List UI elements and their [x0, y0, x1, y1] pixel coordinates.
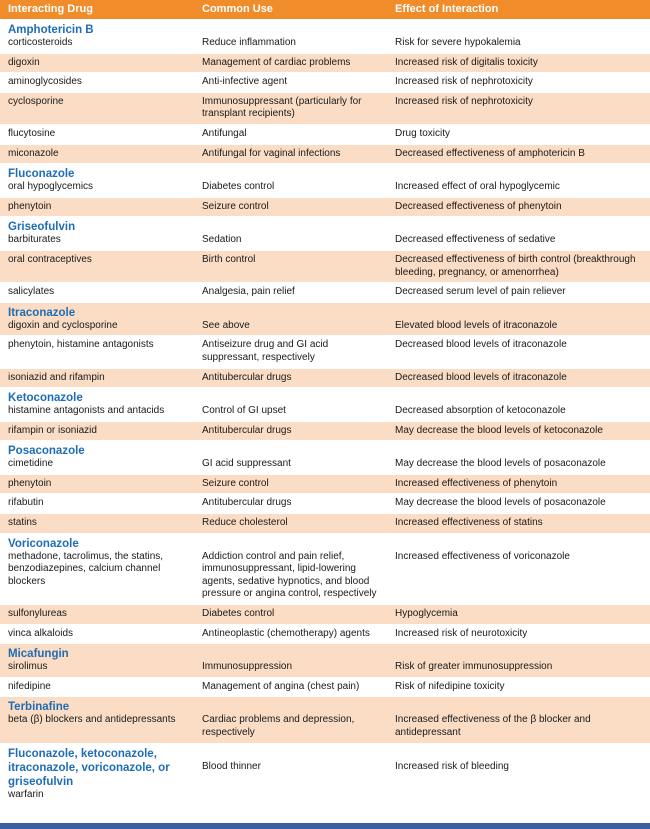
drug-group-heading: Terbinafine: [8, 701, 70, 714]
effect-cell: [387, 624, 650, 644]
cell-text: nifedipine: [8, 680, 51, 692]
table-row: [0, 53, 650, 73]
effect-cell: [387, 164, 650, 198]
interacting-drug-cell: [0, 20, 194, 54]
cell-text: rifabutin: [8, 497, 44, 509]
interacting-drug-cell: [0, 283, 194, 303]
cell-text: Antitubercular drugs: [202, 371, 292, 383]
effect-cell: [387, 302, 650, 336]
table-row: [0, 302, 650, 336]
cell-text: warfarin: [8, 788, 44, 800]
cell-text: Hypoglycemia: [395, 608, 458, 620]
cell-text: Increased effectiveness of statins: [395, 517, 543, 529]
effect-cell: [387, 283, 650, 303]
table-row: [0, 441, 650, 475]
common-use-cell: [194, 92, 387, 124]
cell-text: Risk for severe hypokalemia: [395, 37, 521, 48]
interacting-drug-cell: [0, 217, 194, 251]
effect-cell: [387, 388, 650, 422]
cell-text: Antineoplastic (chemotherapy) agents: [202, 627, 370, 639]
cell-text: cimetidine: [8, 458, 54, 470]
cell-text: phenytoin, histamine antagonists: [8, 339, 154, 351]
cell-text: Diabetes control: [202, 608, 275, 620]
effect-cell: [387, 605, 650, 625]
common-use-cell: [194, 336, 387, 368]
cell-text: Birth control: [202, 253, 256, 265]
cell-text: Control of GI upset: [202, 405, 286, 417]
cell-text: isoniazid and rifampin: [8, 371, 105, 383]
cell-text: phenytoin: [8, 200, 52, 212]
cell-text: salicylates: [8, 286, 55, 298]
cell-text: Addiction control and pain relief, immunosuppressant, lipid-lowering agents, sedative hypnotics, and blood pressure or angina control, respectively: [202, 550, 377, 600]
drug-group-heading: Fluconazole, ketoconazole, itraconazole, voriconazole, or griseofulvin: [8, 747, 170, 788]
interacting-drug-cell: [0, 368, 194, 388]
cell-text: Risk of greater immunosuppression: [395, 661, 553, 673]
interacting-drug-cell: [0, 144, 194, 164]
common-use-cell: [194, 250, 387, 282]
drug-group-heading: Micafungin: [8, 648, 69, 661]
effect-cell: [387, 494, 650, 514]
drug-group-heading: Ketoconazole: [8, 392, 83, 405]
table-row: [0, 336, 650, 368]
interacting-drug-cell: [0, 644, 194, 678]
cell-text: statins: [8, 517, 37, 529]
cell-text: May decrease the blood levels of posaconazole: [395, 497, 606, 509]
table-row: [0, 388, 650, 422]
effect-cell: [387, 514, 650, 534]
cell-text: Elevated blood levels of itraconazole: [395, 319, 558, 331]
table-row: [0, 494, 650, 514]
cell-text: Increased effect of oral hypoglycemic: [395, 181, 560, 193]
interacting-drug-cell: [0, 164, 194, 198]
cell-text: Antitubercular drugs: [202, 497, 292, 509]
cell-text: Analgesia, pain relief: [202, 286, 295, 298]
interacting-drug-cell: [0, 421, 194, 441]
interacting-drug-cell: [0, 514, 194, 534]
cell-text: Increased risk of nephrotoxicity: [395, 95, 533, 107]
effect-cell: [387, 336, 650, 368]
interacting-drug-cell: [0, 743, 194, 804]
table-row: [0, 92, 650, 124]
cell-text: Blood thinner: [202, 760, 261, 772]
header-effect: Effect of Interaction: [387, 0, 650, 20]
interacting-drug-cell: [0, 124, 194, 144]
interacting-drug-cell: [0, 605, 194, 625]
cell-text: Increased risk of nephrotoxicity: [395, 76, 533, 88]
effect-cell: [387, 144, 650, 164]
effect-cell: [387, 217, 650, 251]
drug-group-heading: Fluconazole: [8, 168, 75, 181]
cell-text: barbiturates: [8, 234, 61, 246]
effect-cell: [387, 743, 650, 804]
cell-text: Increased risk of neurotoxicity: [395, 627, 528, 639]
cell-text: Decreased effectiveness of sedative: [395, 234, 556, 246]
cell-text: Decreased effectiveness of birth control (breakthrough bleeding, pregnancy, or amenorrhea): [395, 253, 636, 278]
cell-text: Reduce inflammation: [202, 37, 296, 48]
cell-text: histamine antagonists and antacids: [8, 405, 165, 417]
cell-text: Decreased effectiveness of amphotericin B: [395, 147, 585, 159]
cell-text: Antitubercular drugs: [202, 424, 292, 436]
cell-text: Drug toxicity: [395, 127, 451, 139]
interacting-drug-cell: [0, 250, 194, 282]
interacting-drug-cell: [0, 92, 194, 124]
common-use-cell: [194, 677, 387, 697]
common-use-cell: [194, 605, 387, 625]
common-use-cell: [194, 217, 387, 251]
effect-cell: [387, 441, 650, 475]
common-use-cell: [194, 474, 387, 494]
cell-text: aminoglycosides: [8, 76, 82, 88]
cell-text: digoxin: [8, 56, 40, 68]
cell-text: sirolimus: [8, 661, 48, 673]
interacting-drug-cell: [0, 677, 194, 697]
table-row: [0, 624, 650, 644]
effect-cell: [387, 124, 650, 144]
common-use-cell: [194, 283, 387, 303]
cell-text: flucytosine: [8, 127, 56, 139]
interacting-drug-cell: [0, 697, 194, 743]
table-row: [0, 73, 650, 93]
cell-text: Anti-infective agent: [202, 76, 288, 88]
table-row: [0, 605, 650, 625]
table-row: [0, 474, 650, 494]
effect-cell: [387, 53, 650, 73]
effect-cell: [387, 92, 650, 124]
table-row: [0, 217, 650, 251]
cell-text: corticosteroids: [8, 37, 73, 48]
cell-text: sulfonylureas: [8, 608, 67, 620]
effect-cell: [387, 73, 650, 93]
drug-group-heading: Amphotericin B: [8, 24, 94, 36]
table-row: [0, 697, 650, 743]
common-use-cell: [194, 20, 387, 54]
cell-text: oral hypoglycemics: [8, 181, 94, 193]
effect-cell: [387, 677, 650, 697]
cell-text: Antiseizure drug and GI acid suppressant, respectively: [202, 339, 329, 363]
cell-text: Management of angina (chest pain): [202, 680, 360, 692]
cell-text: phenytoin: [8, 477, 52, 489]
common-use-cell: [194, 624, 387, 644]
table-row: [0, 644, 650, 678]
cell-text: Seizure control: [202, 200, 269, 212]
cell-text: May decrease the blood levels of ketoconazole: [395, 424, 603, 436]
common-use-cell: [194, 421, 387, 441]
common-use-cell: [194, 441, 387, 475]
common-use-cell: [194, 124, 387, 144]
cell-text: May decrease the blood levels of posaconazole: [395, 458, 606, 470]
cell-text: Seizure control: [202, 477, 269, 489]
table-row: [0, 743, 650, 804]
table-row: [0, 283, 650, 303]
table-row: [0, 197, 650, 217]
interacting-drug-cell: [0, 533, 194, 604]
table-row: [0, 368, 650, 388]
cell-text: Reduce cholesterol: [202, 517, 288, 529]
cell-text: miconazole: [8, 147, 59, 159]
cell-text: vinca alkaloids: [8, 627, 74, 639]
effect-cell: [387, 250, 650, 282]
interacting-drug-cell: [0, 53, 194, 73]
cell-text: Risk of nifedipine toxicity: [395, 680, 505, 692]
cell-text: rifampin or isoniazid: [8, 424, 97, 436]
common-use-cell: [194, 644, 387, 678]
table-body: [0, 20, 650, 805]
cell-text: Increased effectiveness of phenytoin: [395, 477, 558, 489]
table-row: [0, 20, 650, 54]
table-header-row: [0, 0, 650, 20]
cell-text: cyclosporine: [8, 95, 64, 107]
cell-text: Decreased effectiveness of phenytoin: [395, 200, 562, 212]
cell-text: GI acid suppressant: [202, 458, 291, 470]
cell-text: Decreased absorption of ketoconazole: [395, 405, 566, 417]
common-use-cell: [194, 388, 387, 422]
cell-text: digoxin and cyclosporine: [8, 319, 118, 331]
common-use-cell: [194, 144, 387, 164]
cell-text: Antifungal for vaginal infections: [202, 147, 341, 159]
cell-text: Immunosuppressant (particularly for transplant recipients): [202, 95, 362, 120]
effect-cell: [387, 644, 650, 678]
effect-cell: [387, 20, 650, 54]
effect-cell: [387, 533, 650, 604]
cell-text: beta (β) blockers and antidepressants: [8, 714, 176, 726]
cell-text: Increased risk of digitalis toxicity: [395, 56, 538, 68]
common-use-cell: [194, 368, 387, 388]
cell-text: See above: [202, 319, 250, 331]
header-common-use: Common Use: [194, 0, 387, 20]
common-use-cell: [194, 697, 387, 743]
table-row: [0, 514, 650, 534]
common-use-cell: [194, 494, 387, 514]
effect-cell: [387, 474, 650, 494]
cell-text: Diabetes control: [202, 181, 275, 193]
interacting-drug-cell: [0, 388, 194, 422]
drug-group-heading: Posaconazole: [8, 445, 85, 458]
common-use-cell: [194, 514, 387, 534]
effect-cell: [387, 421, 650, 441]
common-use-cell: [194, 533, 387, 604]
cell-text: Immunosuppression: [202, 661, 293, 673]
cell-text: Decreased serum level of pain reliever: [395, 286, 566, 298]
common-use-cell: [194, 164, 387, 198]
cell-text: Increased effectiveness of voriconazole: [395, 550, 570, 562]
header-interacting-drug: Interacting Drug: [0, 0, 194, 20]
cell-text: Cardiac problems and depression, respectively: [202, 714, 355, 738]
common-use-cell: [194, 743, 387, 804]
table-row: [0, 677, 650, 697]
table-row: [0, 533, 650, 604]
cell-text: Sedation: [202, 234, 242, 246]
effect-cell: [387, 697, 650, 743]
cell-text: Increased risk of bleeding: [395, 760, 509, 772]
interacting-drug-cell: [0, 336, 194, 368]
table-row: [0, 421, 650, 441]
bottom-rule: [0, 823, 650, 829]
interacting-drug-cell: [0, 73, 194, 93]
interacting-drug-cell: [0, 302, 194, 336]
common-use-cell: [194, 197, 387, 217]
drug-group-heading: Itraconazole: [8, 306, 76, 319]
table-row: [0, 250, 650, 282]
table-row: [0, 124, 650, 144]
common-use-cell: [194, 53, 387, 73]
interacting-drug-cell: [0, 494, 194, 514]
table-row: [0, 164, 650, 198]
interacting-drug-cell: [0, 441, 194, 475]
cell-text: Decreased blood levels of itraconazole: [395, 339, 567, 351]
interacting-drug-cell: [0, 624, 194, 644]
cell-text: Decreased blood levels of itraconazole: [395, 371, 567, 383]
cell-text: methadone, tacrolimus, the statins, benzodiazepines, calcium channel blockers: [8, 550, 164, 587]
common-use-cell: [194, 73, 387, 93]
cell-text: Management of cardiac problems: [202, 56, 351, 68]
cell-text: Antifungal: [202, 127, 247, 139]
effect-cell: [387, 197, 650, 217]
interacting-drug-cell: [0, 474, 194, 494]
cell-text: Increased effectiveness of the β blocker and antidepressant: [395, 714, 591, 738]
cell-text: oral contraceptives: [8, 253, 92, 265]
effect-cell: [387, 368, 650, 388]
common-use-cell: [194, 302, 387, 336]
drug-group-heading: Voriconazole: [8, 537, 79, 550]
interacting-drug-cell: [0, 197, 194, 217]
drug-group-heading: Griseofulvin: [8, 221, 76, 234]
table-row: [0, 144, 650, 164]
